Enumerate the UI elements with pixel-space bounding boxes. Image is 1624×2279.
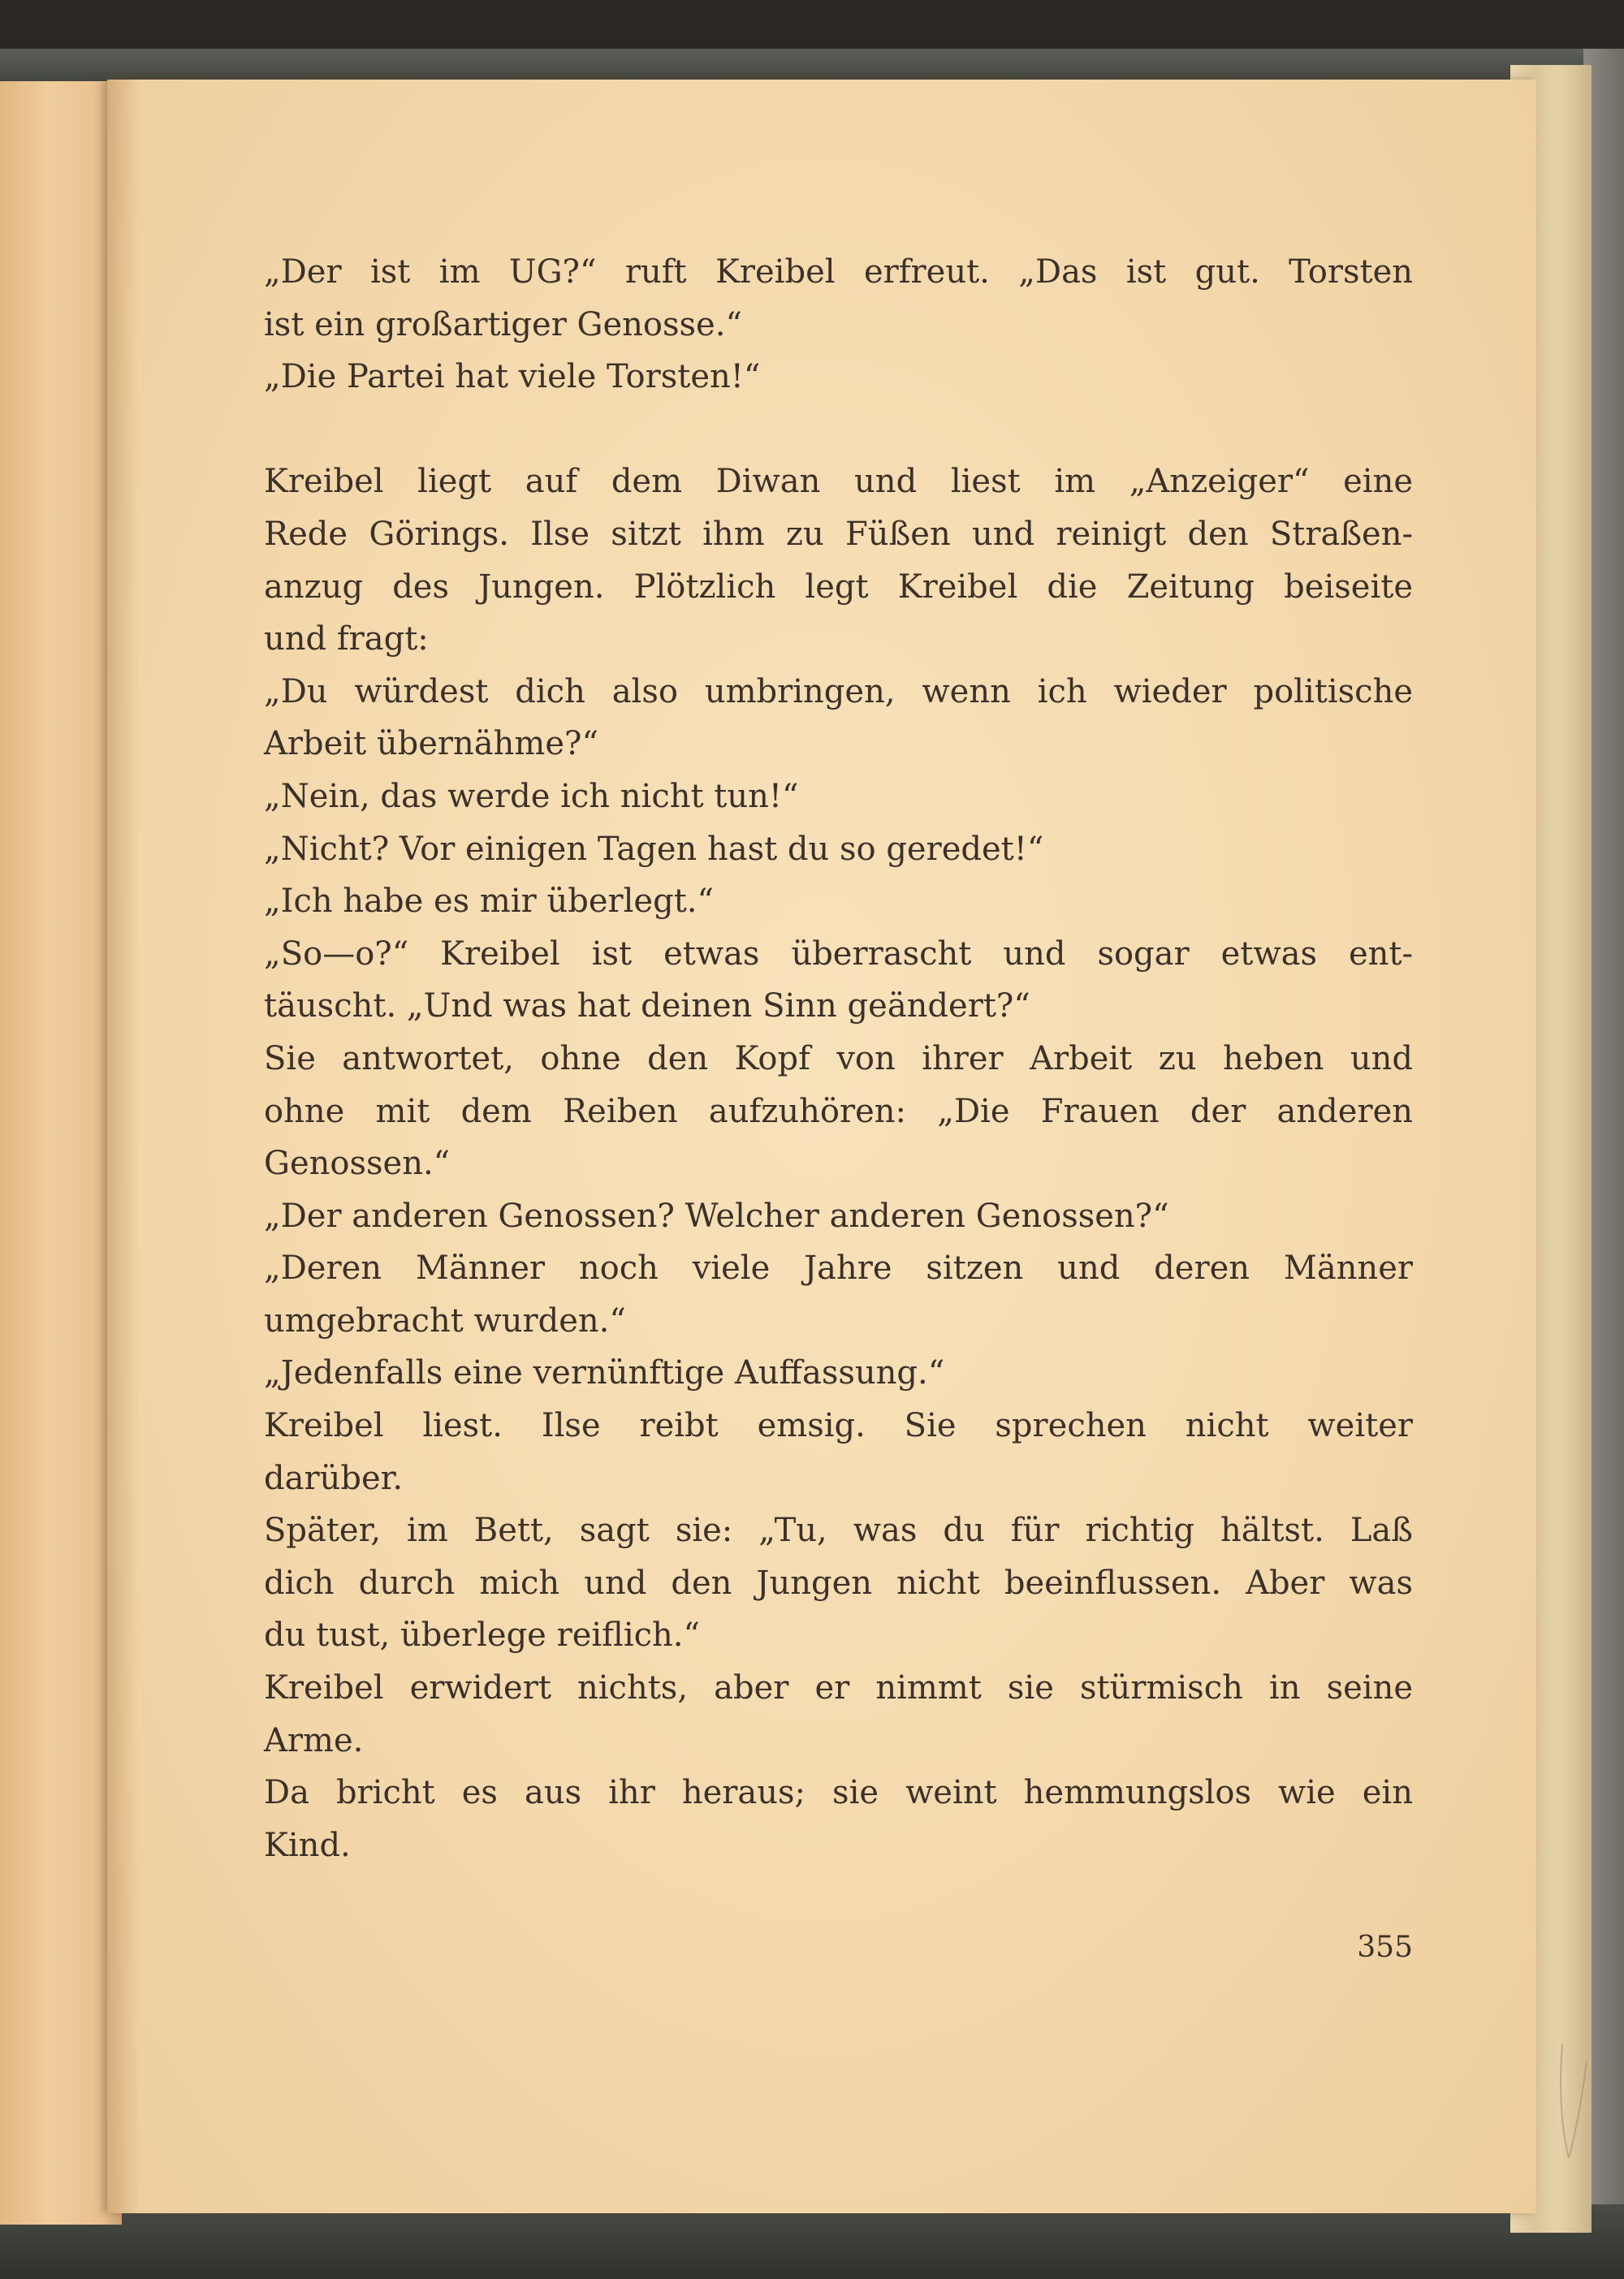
- text-line: Später, im Bett, sagt sie: „Tu, was du für richtig hältst. Laß: [264, 1512, 1413, 1550]
- text-line: Kind.: [264, 1826, 351, 1864]
- text-line: und fragt:: [264, 620, 429, 658]
- book-cover-bottom-edge: [0, 2204, 1624, 2279]
- text-line: ohne mit dem Reiben aufzuhören: „Die Frauen der anderen: [264, 1092, 1413, 1130]
- text-line: anzug des Jungen. Plötzlich legt Kreibel die Zeitung beiseite: [264, 568, 1413, 606]
- text-line: darüber.: [264, 1459, 404, 1497]
- text-line: Kreibel liest. Ilse reibt emsig. Sie sprechen nicht weiter: [264, 1407, 1413, 1445]
- book-page: [107, 80, 1536, 2213]
- text-line: Kreibel erwidert nichts, aber er nimmt sie stürmisch in seine: [264, 1669, 1413, 1707]
- text-line: „Ich habe es mir überlegt.“: [264, 883, 714, 921]
- text-line: ist ein großartiger Genosse.“: [264, 305, 742, 343]
- text-line: täuscht. „Und was hat deinen Sinn geändert?“: [264, 987, 1030, 1025]
- text-line: „Der ist im UG?“ ruft Kreibel erfreut. „Das ist gut. Torsten: [264, 253, 1413, 291]
- text-line: Kreibel liegt auf dem Diwan und liest im „Anzeiger“ eine: [264, 463, 1413, 501]
- text-line: umgebracht wurden.“: [264, 1301, 626, 1340]
- text-line: Sie antwortet, ohne den Kopf von ihrer Arbeit zu heben und: [264, 1039, 1413, 1077]
- text-line: Arbeit übernähme?“: [264, 725, 598, 763]
- text-line: Arme.: [264, 1721, 364, 1759]
- text-line: dich durch mich und den Jungen nicht beeinflussen. Aber was: [264, 1564, 1413, 1602]
- page-text: [264, 246, 1413, 1871]
- text-line: Genossen.“: [264, 1145, 451, 1183]
- text-line: „Die Partei hat viele Torsten!“: [264, 358, 761, 396]
- page-number: 355: [1357, 1931, 1413, 1964]
- pencil-mark: [1551, 2036, 1600, 2166]
- text-line: Rede Görings. Ilse sitzt ihm zu Füßen und reinigt den Straßen-: [264, 515, 1413, 553]
- text-line: „Der anderen Genossen? Welcher anderen Genossen?“: [264, 1197, 1169, 1235]
- text-line: „Du würdest dich also umbringen, wenn ich wieder politische: [264, 672, 1413, 710]
- previous-page-edge: [0, 81, 122, 2225]
- text-line: „Jedenfalls eine vernünftige Auffassung.“: [264, 1354, 945, 1392]
- text-line: „Deren Männer noch viele Jahre sitzen und deren Männer: [264, 1250, 1413, 1288]
- text-line: „Nein, das werde ich nicht tun!“: [264, 777, 799, 815]
- paragraph-gap: [264, 404, 1413, 456]
- text-line: „So—o?“ Kreibel ist etwas überrascht und sogar etwas ent-: [264, 934, 1413, 973]
- book-cover-top-edge: [0, 49, 1624, 81]
- text-line: Da bricht es aus ihr heraus; sie weint hemmungslos wie ein: [264, 1774, 1413, 1812]
- text-line: du tust, überlege reiflich.“: [264, 1616, 700, 1655]
- text-line: „Nicht? Vor einigen Tagen hast du so geredet!“: [264, 830, 1044, 868]
